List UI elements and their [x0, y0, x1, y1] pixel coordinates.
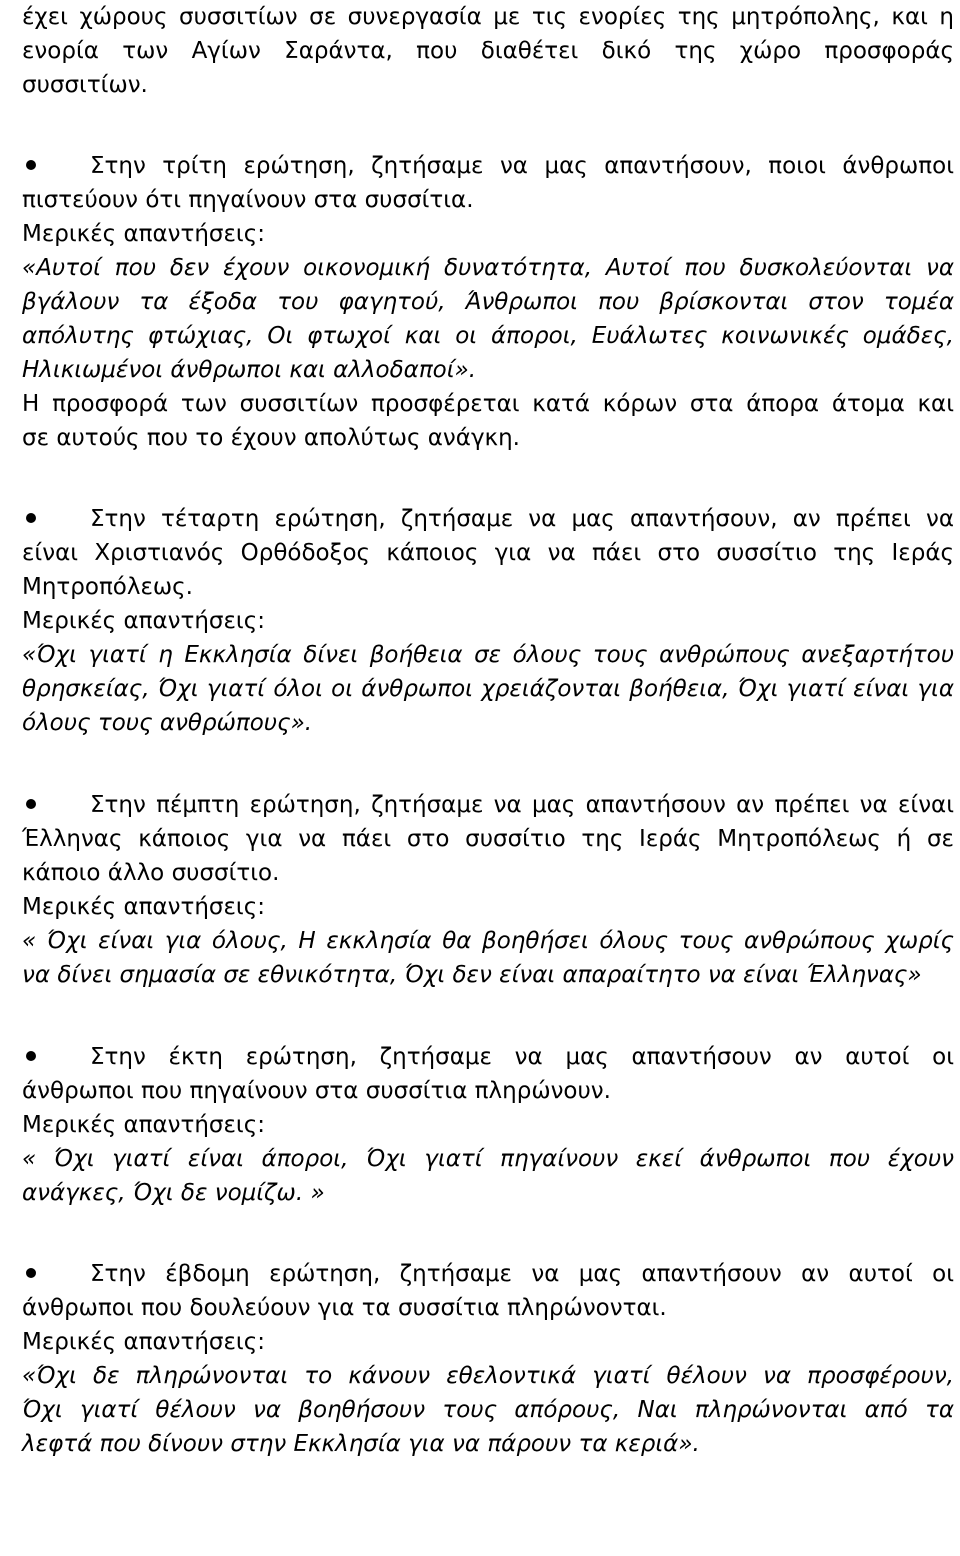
answers-label: Μερικές απαντήσεις: [22, 1329, 265, 1355]
bullet-icon [26, 1051, 36, 1061]
paragraph-line: ενορία των Αγίων Σαράντα, που διαθέτει δικό της χώρο προσφοράς [22, 38, 954, 64]
answer-quote-line: βγάλουν τα έξοδα του φαγητού, Άνθρωποι που βρίσκονται στον τομέα [22, 289, 954, 315]
bullet-icon [26, 799, 36, 809]
answers-label: Μερικές απαντήσεις: [22, 221, 265, 247]
answers-label: Μερικές απαντήσεις: [22, 894, 265, 920]
question-4-line: είναι Χριστιανός Ορθόδοξος κάποιος για να πάει στο συσσίτιο της Ιεράς [22, 540, 954, 566]
answer-quote-line: να δίνει σημασία σε εθνικότητα, Όχι δεν είναι απαραίτητο να είναι Έλληνας» [22, 962, 922, 988]
paragraph-line: έχει χώρους συσσιτίων σε συνεργασία με τις ενορίες της μητρόπολης, και η [22, 4, 954, 30]
answer-quote-line: Ηλικιωμένοι άνθρωποι και αλλοδαποί». [22, 357, 477, 383]
question-6-line: Στην έκτη ερώτηση, ζητήσαμε να μας απαντήσουν αν αυτοί οι [22, 1040, 954, 1074]
answer-quote-line: «Όχι δε πληρώνονται το κάνουν εθελοντικά γιατί θέλουν να προσφέρουν, [22, 1363, 954, 1389]
question-5-line: κάποιο άλλο συσσίτιο. [22, 860, 280, 886]
bullet-icon [26, 1268, 36, 1278]
bullet-icon [26, 160, 36, 170]
question-3-line: Στην τρίτη ερώτηση, ζητήσαμε να μας απαντήσουν, ποιοι άνθρωποι [22, 149, 954, 183]
answer-quote-line: λεφτά που δίνουν στην Εκκλησία για να πάρουν τα κεριά». [22, 1431, 700, 1457]
question-5-line: Έλληνας κάποιος για να πάει στο συσσίτιο της Ιεράς Μητροπόλεως ή σε [22, 826, 954, 852]
question-7-line: άνθρωποι που δουλεύουν για τα συσσίτια πληρώνονται. [22, 1295, 667, 1321]
question-6-line: άνθρωποι που πηγαίνουν στα συσσίτια πληρώνουν. [22, 1078, 611, 1104]
question-4-line: Στην τέταρτη ερώτηση, ζητήσαμε να μας απαντήσουν, αν πρέπει να [22, 502, 954, 536]
answer-quote-line: Όχι γιατί θέλουν να βοηθήσουν τους απόρους, Ναι πληρώνονται από τα [22, 1397, 954, 1423]
answer-quote-line: «Όχι γιατί η Εκκλησία δίνει βοήθεια σε όλους τους ανθρώπους ανεξαρτήτου [22, 642, 954, 668]
paragraph-line: σε αυτούς που το έχουν απολύτως ανάγκη. [22, 425, 520, 451]
answer-quote-line: «Αυτοί που δεν έχουν οικονομική δυνατότητα, Αυτοί που δυσκολεύονται να [22, 255, 954, 281]
answer-quote-line: « Όχι είναι για όλους, Η εκκλησία θα βοηθήσει όλους τους ανθρώπους χωρίς [22, 928, 954, 954]
question-7-line: Στην έβδομη ερώτηση, ζητήσαμε να μας απαντήσουν αν αυτοί οι [22, 1257, 954, 1291]
paragraph-line: Η προσφορά των συσσιτίων προσφέρεται κατά κόρων στα άπορα άτομα και [22, 391, 954, 417]
answers-label: Μερικές απαντήσεις: [22, 608, 265, 634]
answers-label: Μερικές απαντήσεις: [22, 1112, 265, 1138]
question-3-line: πιστεύουν ότι πηγαίνουν στα συσσίτια. [22, 187, 474, 213]
answer-quote-line: όλους τους ανθρώπους». [22, 710, 313, 736]
answer-quote-line: « Όχι γιατί είναι άποροι, Όχι γιατί πηγαίνουν εκεί άνθρωποι που έχουν [22, 1146, 954, 1172]
answer-quote-line: ανάγκες, Όχι δε νομίζω. » [22, 1180, 325, 1206]
answer-quote-line: απόλυτης φτώχιας, Οι φτωχοί και οι άποροι, Ευάλωτες κοινωνικές ομάδες, [22, 323, 954, 349]
paragraph-line: συσσιτίων. [22, 72, 148, 98]
answer-quote-line: θρησκείας, Όχι γιατί όλοι οι άνθρωποι χρειάζονται βοήθεια, Όχι γιατί είναι για [22, 676, 954, 702]
bullet-icon [26, 513, 36, 523]
question-4-line: Μητροπόλεως. [22, 574, 193, 600]
question-5-line: Στην πέμπτη ερώτηση, ζητήσαμε να μας απαντήσουν αν πρέπει να είναι [22, 788, 954, 822]
